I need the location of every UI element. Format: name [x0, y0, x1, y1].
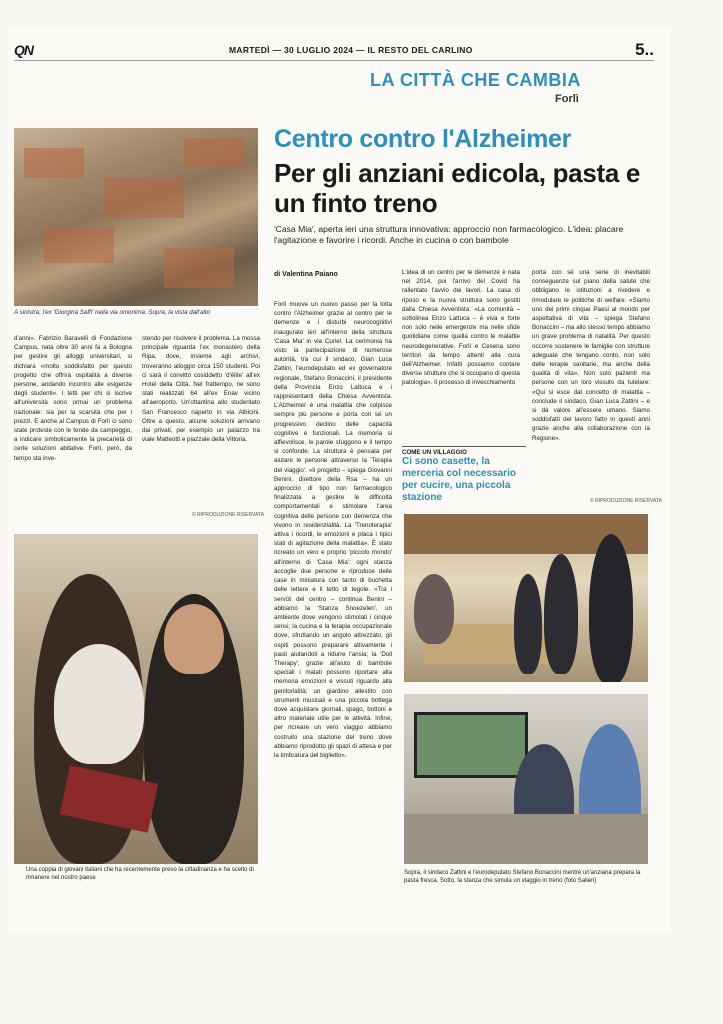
village-photo [404, 514, 648, 682]
aerial-photo-caption: A sinistra, l'ex 'Giorgina Saffi' nella via omonima. Sopra, la vista dall'alto [14, 309, 211, 316]
page-header [14, 40, 654, 61]
article-summary: 'Casa Mia', aperta ieri una struttura innovativa: approccio non farmacologico. L'idea: placare l'agitazione e favorire i ricordi. Anche in cucina o con bambole [274, 224, 624, 245]
section-title: LA CITTÀ CHE CAMBIA [370, 70, 581, 90]
couple-photo [14, 534, 258, 864]
article-byline: di Valentina Paiano [274, 271, 338, 278]
newspaper-logo: QN [14, 42, 33, 58]
train-room-photo [404, 694, 648, 864]
copyright-note-right: © RIPRODUZIONE RISERVATA [590, 498, 662, 504]
aerial-photo [14, 128, 258, 306]
text-column-4: L'idea di un centro per le demenze è nata nel 2014, poi l'arrivo del Covid ha rallentato l'avvio dei lavori. La casa di riposo e la nuova struttura sono gestiti dalla Chiesa Avventista: «La comunità – sottolinea Enzo Lattuca – è viva e forte non solo nelle emergenze ma nelle sfide quotidiane come quella contro le malattie neurodegenerative. Forlì e Cesena sono territori da tempo attenti alla cura dell'Alzheimer. Infatti possiamo contare diverse strutture che si occupano di questa patologia». Il processo di invecchiamento [402, 269, 520, 387]
section-city: Forlì [555, 93, 579, 105]
copyright-note-left: © RIPRODUZIONE RISERVATA [192, 512, 264, 518]
box-title: Ci sono casette, la merceria col necessario per cucire, una piccola stazione [402, 456, 516, 503]
bottom-photos-caption: Sopra, il sindaco Zattini e l'eurodeputato Stefano Bonaccini mentre un'anziana prepara la pasta fresca. Sotto, la stanza che simula un viaggio in treno (foto Salieri) [404, 870, 641, 884]
text-column-3: Forlì muove un nuovo passo per la lotta contro l'Alzheimer grazie al centro per le demenze e i disturbi neurocognitivi inaugurato ieri all'interno della struttura 'Casa Mia' in via Curiel. La cerimonia ha visto la partecipazione di numerose autorità, tra cui il sindaco, Gian Luca Zattini, l'eurodeputato ed ex governatore regionale, Stefano Bonaccini, il presidente della Provincia Enzo Lattuca e i rappresentanti della Chiesa Avventista. L'Alzheimer è una malattia che colpisce sempre più persone e porta con sé un progressivo declino delle capacità cognitive e funzionali. La memoria si affievolisce, le parole sfuggono e il tempo si confonde. La struttura è pensata per aiutare le persone attraverso la 'Terapia del viaggio'. «Il progetto – spiega Giovanni Benini, direttore della Rsa – ha un approccio di tipo non farmacologico finalizzata a gestire le difficoltà comportamentali e stimolare l'area cognitiva delle persone con demenza che vivono in residenzialità. La 'Trenoterapia' attiva i ricordi, le emozioni e placa i tipici stati di agitazione della malattia». È stato ricreato un vero e proprio 'piccolo mondo' all'interno di 'Casa Mia': ogni stanza accoglie due persone e riproduce delle case in miniatura con tanto di buchetta delle lettere e il tetto di tegole. «Tra i servizi del centro – continua Benini – abbiamo la 'Stanza Snoezelen', un ambiente dove vengono stimolati i cinque sensi; la cucina e la terapia occupazionale dove, sfruttando un angolo attrezzato, gli ospiti possono preparare attivamente i pasti aiutandoli a ridurre l'ansia; la 'Doll Therapy', grazie all'aiuto di bambole speciali i malati possono riportare alla memoria emozioni e vissuti riguardo alla genitorialità; un giardino allestito con strumenti musicali e una piccola bottega dove acquistare giornali, spago, bottoni e altro materiale utile per le attività. Infine, per ricreare un vero viaggio abbiamo costruito una stazione del treno dove abbiamo riprodotto gli spazi di attesa e per la timbratura del biglietto». [274, 301, 392, 759]
article-kicker-title: Centro contro l'Alzheimer [274, 125, 572, 153]
box-kicker: COME UN VILLAGGIO [402, 446, 526, 456]
couple-photo-caption: Una coppia di giovani italiani che ha recentemente preso la cittadinanza e ha scelto di rimanere nel nostro paese [26, 867, 254, 881]
text-column-5: porta con sé una serie di inevitabili conseguenze sul piano della salute che obbligano le istituzioni a rivedere e rimodulare le politiche di welfare: «Siamo uno dei primi cinque Paesi al mondo per aspettativa di vita – spiega Stefano Bonaccini – ma allo stesso tempo abbiamo un grave problema di natalità. Per questo occorre sostenere le famiglie con strutture adeguate che tengano conto, non solo delle terapie sanitarie, ma anche della qualità di vita». Non solo pazienti ma persone con un loro vissuto da tutelare: «Qui si esce dal concetto di malattia – conclude il sindaco, Gian Luca Zattini – e si dà valore all'essere umano. Siamo soddisfatti del lavoro fatto in questi anni grazie anche alla collaborazione con la Regione». [532, 269, 650, 442]
text-column-2 [142, 334, 260, 444]
page-number: 5.. [635, 40, 654, 59]
text-column-1: d'anni». Fabrizio Baravelli di Fondazione Campus, nata oltre 30 anni fa a Bologna per gestire gli alloggi universitari, si dichiara «molto soddisfatto per questo progetto che offrirà ospitalità a diverse persone, andando incontro alle esigenze degli studenti». I tetti per chi si iscrive all'università sono ormai un problema nazionale: sia per la scarsità che per i prezzi. E anche al Campus di Forlì ci sono state proteste con le tende da campeggio, a indicare simbolicamente la precarietà di certe soluzioni abitative. Forlì, però, da tempo sta inve- [14, 335, 132, 462]
text-column-2-body: stendo per risolvere il problema. La mossa principale riguarda l'ex monastero della Ripa, dove, insieme agli archivi, troveranno alloggio circa 150 studenti. Poi ci sarà il convitto cosiddetto 'd'élite' all'ex Hotel della Città. Nel frattempo, ne sono stati realizzati 64 all'ex Enav vicino all'aeroporto. Un'ottantina allo studentato San Francesco riaperto in via Albicini. Oltre a questo, alcune soluzioni arrivano dai privati, per esempio un palazzo tra viale Matteotti e piazzale della Vittoria. [142, 335, 260, 444]
date-line: MARTEDÌ — 30 LUGLIO 2024 — IL RESTO DEL CARLINO [229, 45, 473, 55]
article-main-title: Per gli anziani edicola, pasta e un finto treno [274, 158, 641, 218]
